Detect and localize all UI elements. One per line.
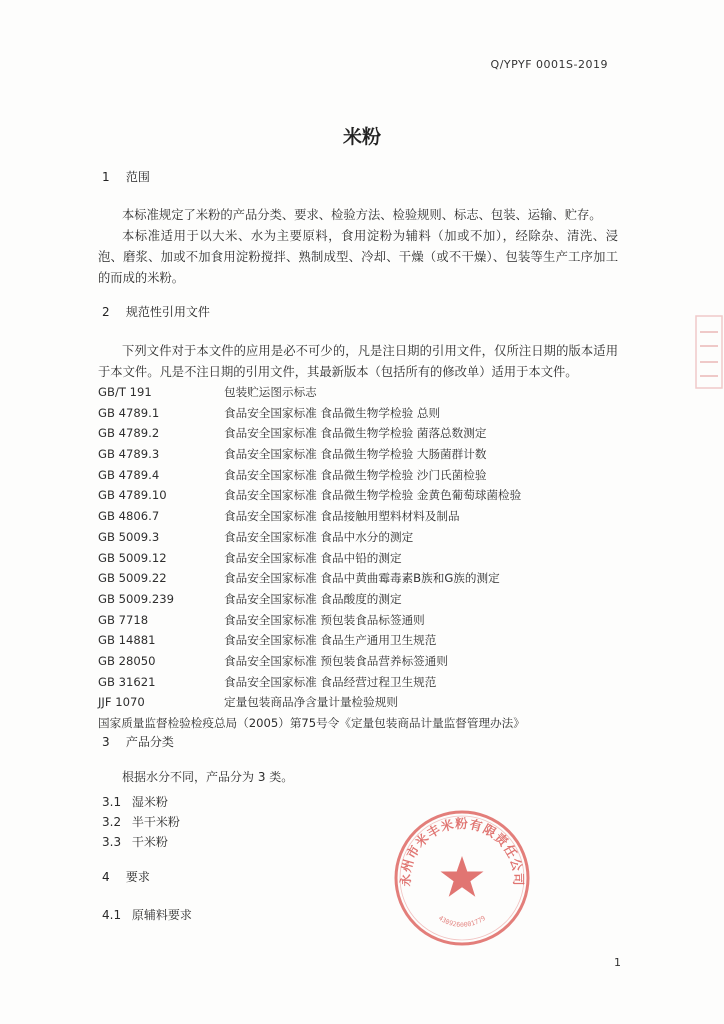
requirement-subsection xyxy=(102,906,192,923)
section-4-heading xyxy=(102,868,150,885)
page-number: 1 xyxy=(614,956,621,969)
classification-item xyxy=(102,793,168,810)
reference-row-regulation: 国家质量监督检验检疫总局（2005）第75号令《定量包装商品计量监督管理办法》 xyxy=(98,716,525,730)
seal-company-text: 永州市米丰米粉有限责任公司 xyxy=(397,816,527,887)
classification-item xyxy=(102,833,168,850)
reference-title: 食品安全国家标准 预包装食品营养标签通则 xyxy=(224,653,448,668)
section-1-heading xyxy=(102,168,150,185)
section-number: 2 xyxy=(102,305,110,319)
section-2-intro xyxy=(98,341,618,383)
document-code: Q/YPYF 0001S-2019 xyxy=(490,58,608,71)
reference-title: 食品安全国家标准 食品接触用塑料材料及制品 xyxy=(224,509,460,524)
section-title: 产品分类 xyxy=(125,735,174,749)
reference-title: 食品安全国家标准 食品微生物学检验 金黄色葡萄球菌检验 xyxy=(224,488,522,503)
reference-title: 定量包装商品净含量计量检验规则 xyxy=(224,695,398,710)
reference-row xyxy=(98,527,618,548)
reference-title: 食品安全国家标准 预包装食品标签通则 xyxy=(224,612,425,627)
item-number: 4.1 xyxy=(102,908,122,922)
reference-title: 食品安全国家标准 食品中水分的测定 xyxy=(224,529,414,544)
reference-code: GB 4789.10 xyxy=(98,488,167,503)
reference-title: 食品安全国家标准 食品微生物学检验 菌落总数测定 xyxy=(224,426,487,441)
section-number: 1 xyxy=(102,170,110,184)
section-number: 3 xyxy=(102,735,110,749)
paragraph: 本标准规定了米粉的产品分类、要求、检验方法、检验规则、标志、包装、运输、贮存。 xyxy=(122,208,602,222)
reference-code: GB/T 191 xyxy=(98,385,152,399)
reference-code: GB 4789.1 xyxy=(98,405,160,420)
reference-code: GB 28050 xyxy=(98,653,156,668)
reference-row xyxy=(98,692,618,713)
reference-row xyxy=(98,568,618,589)
reference-code: JJF 1070 xyxy=(98,695,145,710)
reference-row xyxy=(98,589,618,610)
reference-code: GB 4789.4 xyxy=(98,467,160,482)
reference-title: 食品安全国家标准 食品微生物学检验 沙门氏菌检验 xyxy=(224,467,487,482)
reference-title: 食品安全国家标准 食品中铅的测定 xyxy=(224,550,402,565)
section-3-heading xyxy=(102,733,174,750)
reference-row xyxy=(98,465,618,486)
section-title: 要求 xyxy=(125,870,150,884)
seal-star-icon xyxy=(441,856,484,897)
section-number: 4 xyxy=(102,870,110,884)
reference-row xyxy=(98,506,618,527)
reference-code: GB 4789.3 xyxy=(98,447,160,462)
reference-code: GB 5009.22 xyxy=(98,571,167,586)
item-number: 3.3 xyxy=(102,835,122,849)
item-number: 3.2 xyxy=(102,815,122,829)
item-number: 3.1 xyxy=(102,795,122,809)
reference-code: GB 5009.239 xyxy=(98,591,174,606)
reference-row xyxy=(98,672,618,693)
item-label: 半干米粉 xyxy=(131,815,180,829)
reference-title: 食品安全国家标准 食品微生物学检验 大肠菌群计数 xyxy=(224,447,487,462)
section-title: 范围 xyxy=(125,170,150,184)
reference-row xyxy=(98,485,618,506)
classification-intro: 根据水分不同，产品分为 3 类。 xyxy=(122,770,294,784)
section-2-heading xyxy=(102,303,210,320)
reference-code: GB 4806.7 xyxy=(98,509,160,524)
paragraph: 本标准适用于以大米、水为主要原料，食用淀粉为辅料（加或不加），经除杂、清洗、浸泡、磨浆、加或不加食用淀粉搅拌、熟制成型、冷却、干燥（或不干燥）、包装等生产工序加工的而成的米粉。 xyxy=(98,229,618,285)
reference-code: GB 5009.3 xyxy=(98,529,160,544)
item-label: 原辅料要求 xyxy=(131,908,192,922)
section-1-body xyxy=(98,205,618,289)
margin-stamp xyxy=(688,312,724,392)
reference-title: 食品安全国家标准 食品经营过程卫生规范 xyxy=(224,674,437,689)
reference-row xyxy=(98,382,618,403)
item-label: 干米粉 xyxy=(131,835,168,849)
reference-row xyxy=(98,403,618,424)
item-label: 湿米粉 xyxy=(131,795,168,809)
reference-row xyxy=(98,444,618,465)
reference-code: GB 31621 xyxy=(98,674,156,689)
reference-row xyxy=(98,548,618,569)
reference-code: GB 7718 xyxy=(98,612,149,627)
reference-title: 食品安全国家标准 食品酸度的测定 xyxy=(224,591,402,606)
reference-code: GB 14881 xyxy=(98,633,156,648)
document-title: 米粉 xyxy=(342,126,381,148)
section-title: 规范性引用文件 xyxy=(125,305,210,319)
company-seal xyxy=(392,808,532,948)
classification-item xyxy=(102,813,180,830)
reference-list xyxy=(98,382,618,734)
reference-row xyxy=(98,423,618,444)
reference-title: 食品安全国家标准 食品生产通用卫生规范 xyxy=(224,633,437,648)
reference-title: 食品安全国家标准 食品微生物学检验 总则 xyxy=(224,405,441,420)
reference-row xyxy=(98,630,618,651)
reference-row xyxy=(98,651,618,672)
reference-title: 包装贮运图示标志 xyxy=(224,385,317,399)
reference-code: GB 5009.12 xyxy=(98,550,167,565)
reference-code: GB 4789.2 xyxy=(98,426,160,441)
seal-serial-text: 4309260001779 xyxy=(436,914,488,929)
paragraph: 下列文件对于本文件的应用是必不可少的，凡是注日期的引用文件，仅所注日期的版本适用于本文件。凡是不注日期的引用文件，其最新版本（包括所有的修改单）适用于本文件。 xyxy=(98,344,618,379)
reference-row xyxy=(98,610,618,631)
reference-title: 食品安全国家标准 食品中黄曲霉毒素B族和G族的测定 xyxy=(224,571,500,586)
